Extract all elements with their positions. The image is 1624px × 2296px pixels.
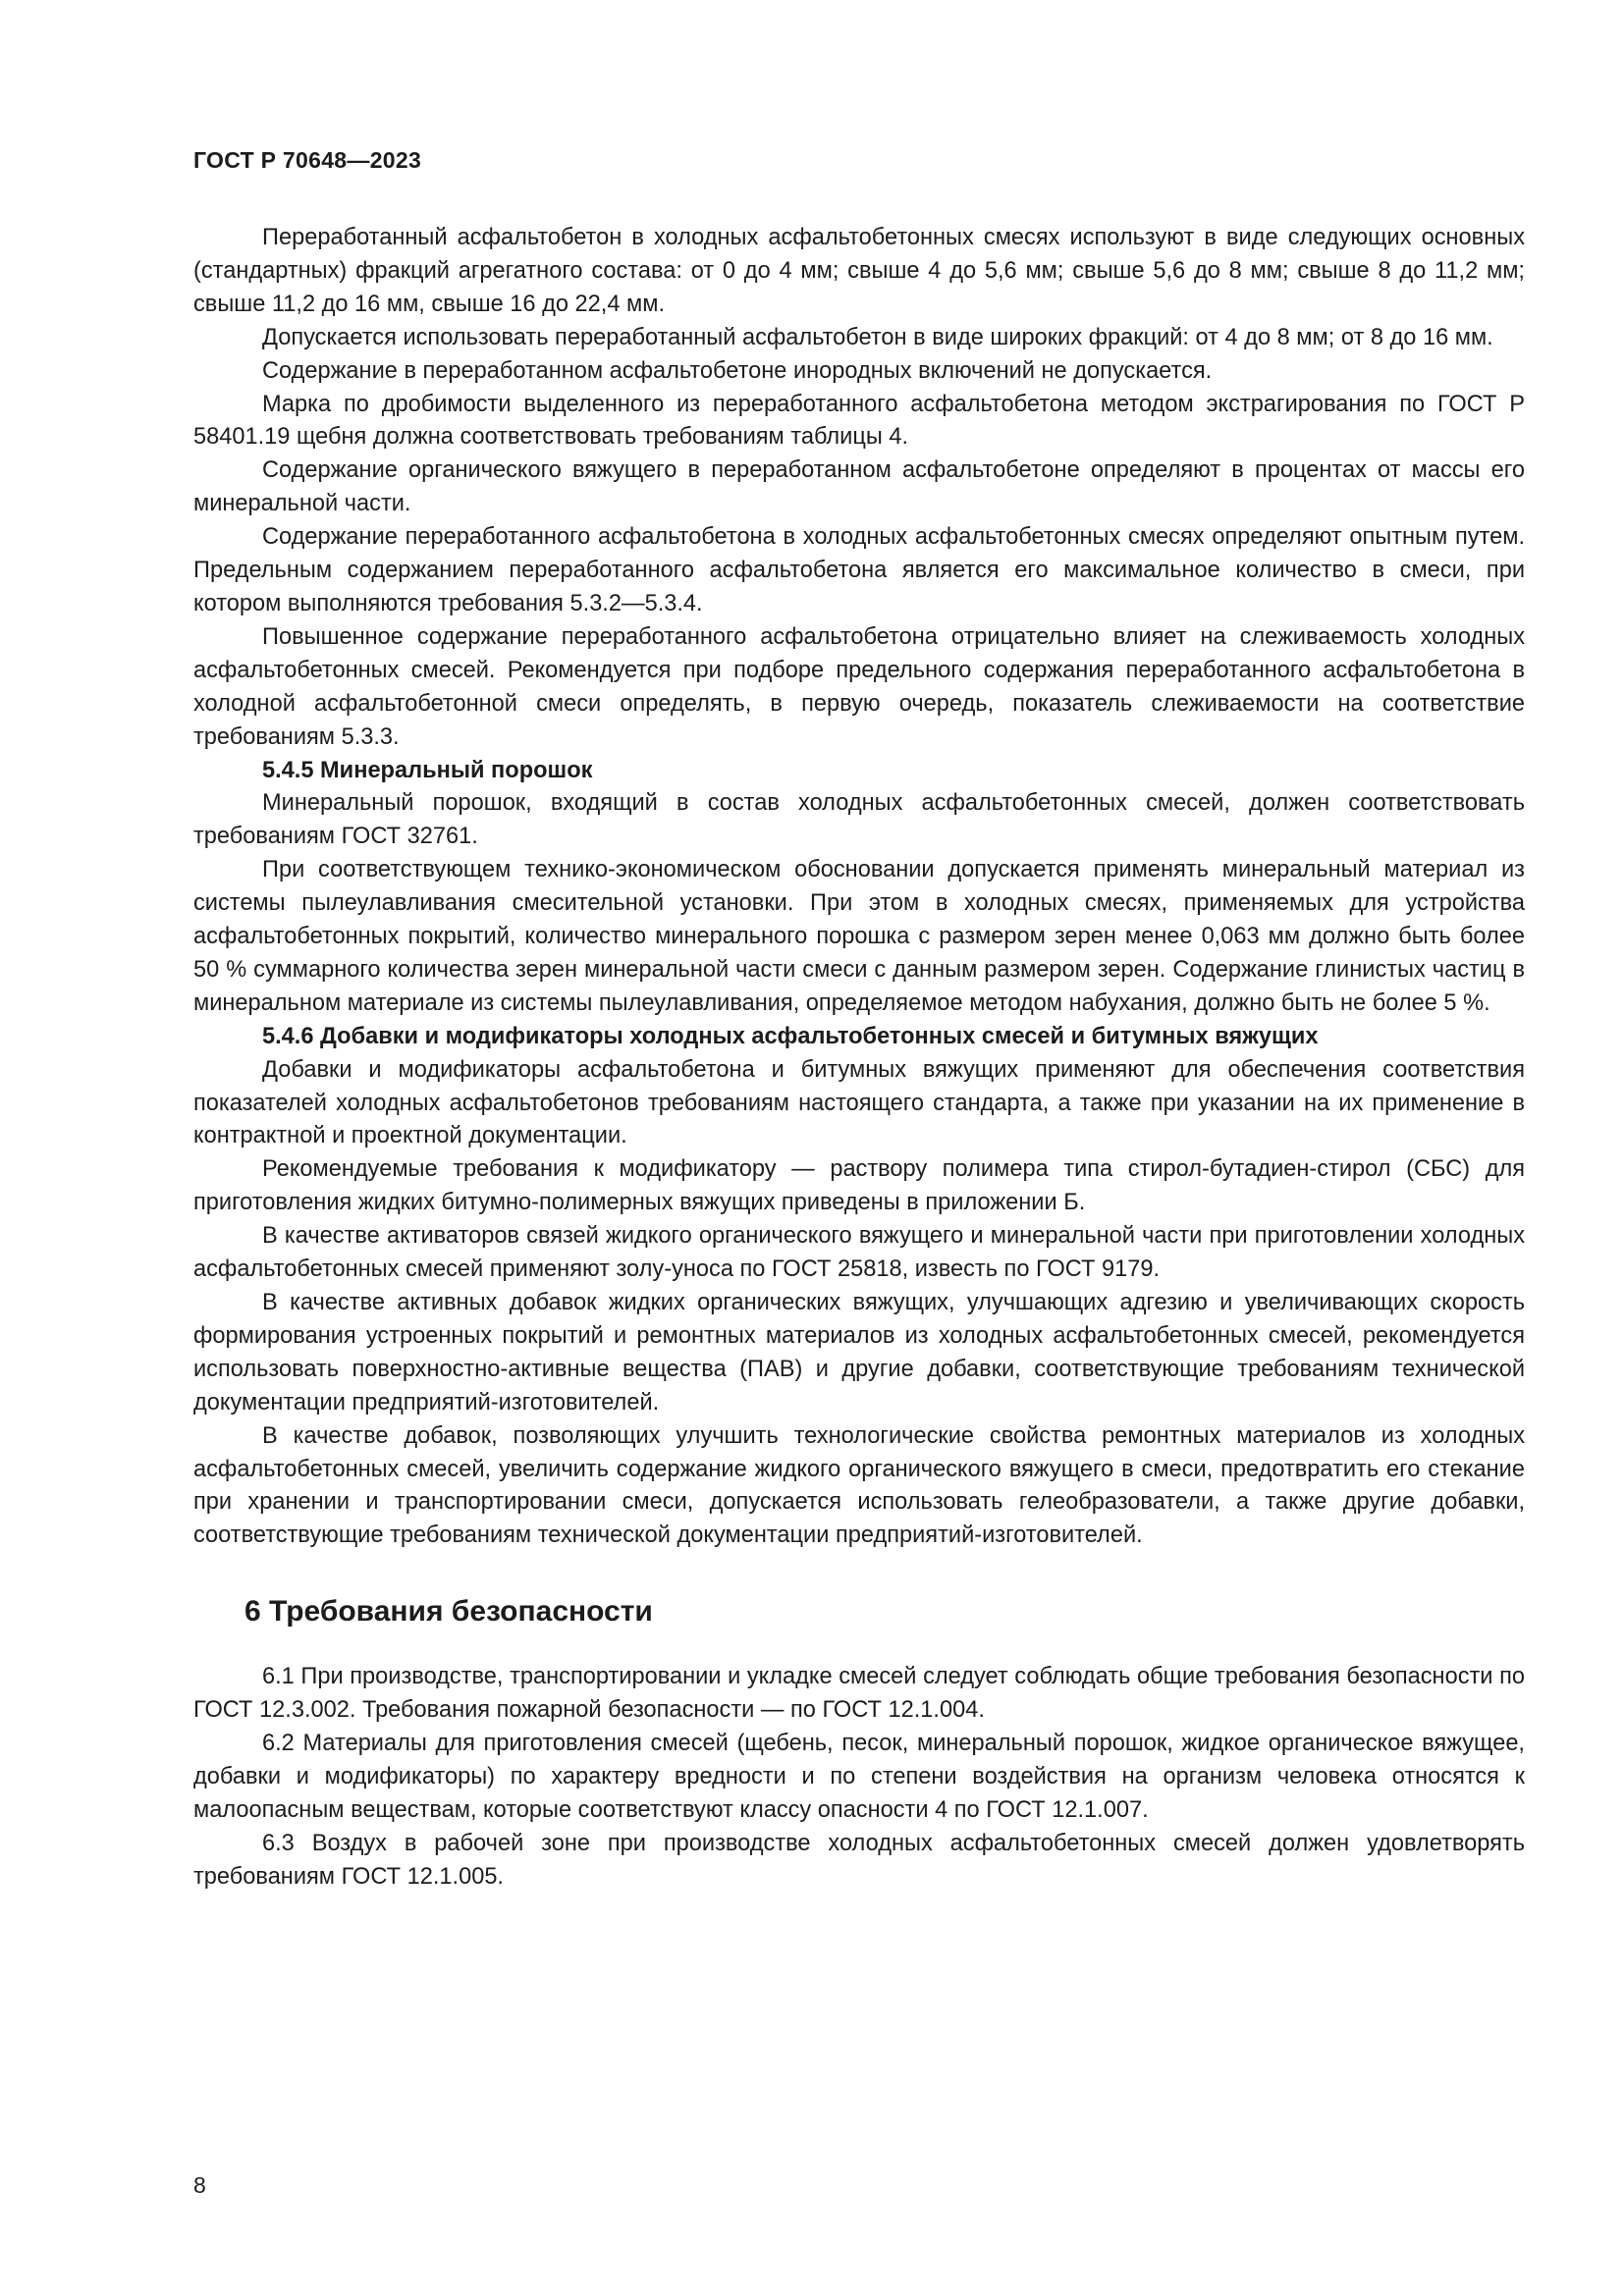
paragraph: 6.2 Материалы для приготовления смесей (щебень, песок, минеральный порошок, жидкое органическое вяжущее, добавки и модификаторы) по характеру вредности и по степени воздействия на организм человека относятся к малоопасным веществам, которые соответствуют классу опасности 4 по ГОСТ 12.1.007. <box>193 1731 1525 1823</box>
subsection-heading-545: 5.4.5 Минеральный порошок <box>262 757 593 783</box>
paragraph: Минеральный порошок, входящий в состав холодных асфальтобетонных смесей, должен соответствовать требованиям ГОСТ 32761. <box>193 790 1525 850</box>
paragraph: Повышенное содержание переработанного асфальтобетона отрицательно влияет на слеживаемость холодных асфальтобетонных смесей. Рекомендуется при подборе предельного содержания переработанного асфальтобетона в холодной асфальтобетонной смеси определять, в первую очередь, показатель слеживаемости на соответствие требованиям 5.3.3. <box>193 623 1525 750</box>
page-number: 8 <box>193 2172 206 2198</box>
paragraph: Содержание в переработанном асфальтобетоне инородных включений не допускается. <box>262 357 1213 384</box>
paragraph: Допускается использовать переработанный асфальтобетон в виде широких фракций: от 4 до 8 мм; от 8 до 16 мм. <box>262 324 1493 350</box>
paragraph: В качестве активных добавок жидких органических вяжущих, улучшающих адгезию и увеличивающих скорость формирования устроенных покрытий и ремонтных материалов из холодных асфальтобетонных смесей, рекомендуется использовать поверхностно-активные вещества (ПАВ) и другие добавки, соответствующие требованиям технической документации предприятий-изготовителей. <box>193 1290 1525 1415</box>
paragraph: Рекомендуемые требования к модификатору — раствору полимера типа стирол-бутадиен-стирол (СБС) для приготовления жидких битумно-полимерных вяжущих приведены в приложении Б. <box>193 1156 1525 1216</box>
paragraph: Содержание органического вяжущего в переработанном асфальтобетоне определяют в процентах от массы его минеральной части. <box>193 457 1525 517</box>
document-body <box>193 222 1525 1895</box>
paragraph: В качестве добавок, позволяющих улучшить технологические свойства ремонтных материалов из холодных асфальтобетонных смесей, увеличить содержание жидкого органического вяжущего в смеси, предотвратить его стекание при хранении и транспортировании смеси, допускается использовать гелеобразователи, а также другие добавки, соответствующие требованиям технической документации предприятий-изготовителей. <box>193 1422 1525 1549</box>
paragraph: Добавки и модификаторы асфальтобетона и битумных вяжущих применяют для обеспечения соответствия показателей холодных асфальтобетонов требованиям настоящего стандарта, а также при указании на их применение в контрактной и проектной документации. <box>193 1056 1525 1149</box>
section-heading-6: 6 Требования безопасности <box>244 1595 653 1629</box>
paragraph: В качестве активаторов связей жидкого органического вяжущего и минеральной части при приготовлении холодных асфальтобетонных смесей применяют золу-уноса по ГОСТ 25818, известь по ГОСТ 9179. <box>193 1223 1525 1283</box>
paragraph: При соответствующем технико-экономическом обосновании допускается применять минеральный материал из системы пылеулавливания смесительной установки. При этом в холодных смесях, применяемых для устройства асфальтобетонных покрытий, количество минерального порошка с размером зерен менее 0,063 мм должно быть более 50 % суммарного количества зерен минеральной части смеси с данным размером зерен. Содержание глинистых частиц в минеральном материале из системы пылеулавливания, определяемое методом набухания, должно быть не более 5 %. <box>193 857 1525 1016</box>
paragraph: 6.1 При производстве, транспортировании и укладке смесей следует соблюдать общие требования безопасности по ГОСТ 12.3.002. Требования пожарной безопасности — по ГОСТ 12.1.004. <box>193 1664 1525 1724</box>
paragraph: Переработанный асфальтобетон в холодных асфальтобетонных смесях используют в виде следующих основных (стандартных) фракций агрегатного состава: от 0 до 4 мм; свыше 4 до 5,6 мм; свыше 5,6 до 8 мм; свыше 8 до 11,2 мм; свыше 11,2 до 16 мм, свыше 16 до 22,4 мм. <box>193 225 1525 317</box>
document-code-header: ГОСТ Р 70648—2023 <box>193 147 422 173</box>
paragraph: Содержание переработанного асфальтобетона в холодных асфальтобетонных смесях определяют опытным путем. Предельным содержанием переработанного асфальтобетона является его максимальное количество в смеси, при котором выполняются требования 5.3.2—5.3.4. <box>193 524 1525 616</box>
paragraph: 6.3 Воздух в рабочей зоне при производстве холодных асфальтобетонных смесей должен удовлетворять требованиям ГОСТ 12.1.005. <box>193 1830 1525 1890</box>
subsection-heading-546: 5.4.6 Добавки и модификаторы холодных асфальтобетонных смесей и битумных вяжущих <box>262 1023 1319 1049</box>
paragraph: Марка по дробимости выделенного из переработанного асфальтобетона методом экстрагирования по ГОСТ Р 58401.19 щебня должна соответствовать требованиям таблицы 4. <box>193 391 1525 451</box>
